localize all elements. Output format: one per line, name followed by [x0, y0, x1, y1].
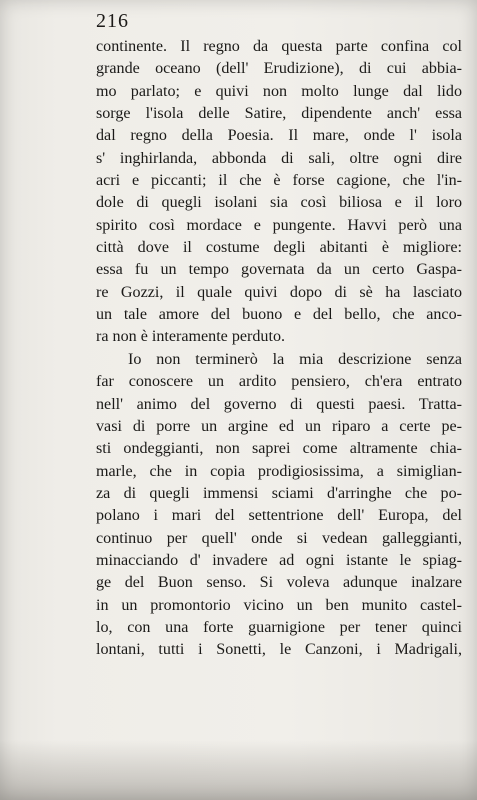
text-line: lo, con una forte guarnigione per tener quinci: [96, 618, 462, 636]
text-line: far conoscere un ardito pensiero, ch'era entrato: [96, 373, 462, 391]
text-line: un tale amore del buono e del bello, che anco-: [96, 306, 462, 324]
text-line: continente. Il regno da questa parte confina col: [96, 38, 462, 55]
text-line: continuo per quell' onde si vedean galleggianti,: [96, 529, 462, 547]
text-line: dal regno della Poesia. Il mare, onde l' isola: [96, 127, 462, 145]
text-line: sti ondeggianti, non saprei come altramente chia-: [96, 440, 462, 458]
text-line: dole di quegli isolani sia così biliosa e il loro: [96, 194, 462, 212]
text-line: za di quegli immensi sciami d'arringhe che po-: [96, 484, 462, 502]
text-line: acri e piccanti; il che è forse cagione, che l'in-: [96, 172, 462, 190]
page-number: 216: [96, 10, 129, 32]
text-line: re Gozzi, il quale quivi dopo di sè ha lasciato: [96, 283, 462, 301]
text-line: lontani, tutti i Sonetti, le Canzoni, i Madrigali,: [96, 641, 462, 659]
text-line: ra non è interamente perduto.: [96, 328, 286, 346]
text-line: Io non terminerò la mia descrizione senza: [128, 350, 462, 368]
body-text: [96, 36, 462, 662]
text-line: spirito così mordace e pungente. Havvi però una: [96, 216, 462, 234]
text-line: città dove il costume degli abitanti è migliore:: [96, 239, 462, 257]
text-line: s' inghirlanda, abbonda di sali, oltre ogni dire: [96, 149, 462, 167]
text-line: polano i mari del settentrione dell' Europa, del: [96, 507, 462, 525]
text-line: sorge l'isola delle Satire, dipendente anch' essa: [96, 105, 462, 123]
text-line: mo parlato; e quivi non molto lunge dal lido: [96, 82, 462, 100]
text-line: grande oceano (dell' Erudizione), di cui abbia-: [96, 60, 462, 78]
text-line: vasi di porre un argine ed un riparo a certe pe-: [96, 417, 462, 435]
text-line: ge del Buon senso. Si voleva adunque inalzare: [96, 574, 462, 592]
text-line: nell' animo del governo di questi paesi. Tratta-: [96, 395, 462, 413]
text-line: marle, che in copia prodigiosissima, a simiglian-: [96, 462, 462, 480]
page-shadow: [0, 740, 477, 800]
text-line: essa fu un tempo governata da un certo Gaspa-: [96, 261, 462, 279]
text-line: minacciando d' invadere ad ogni istante le spiag-: [96, 551, 462, 569]
text-line: in un promontorio vicino un ben munito castel-: [96, 596, 462, 614]
